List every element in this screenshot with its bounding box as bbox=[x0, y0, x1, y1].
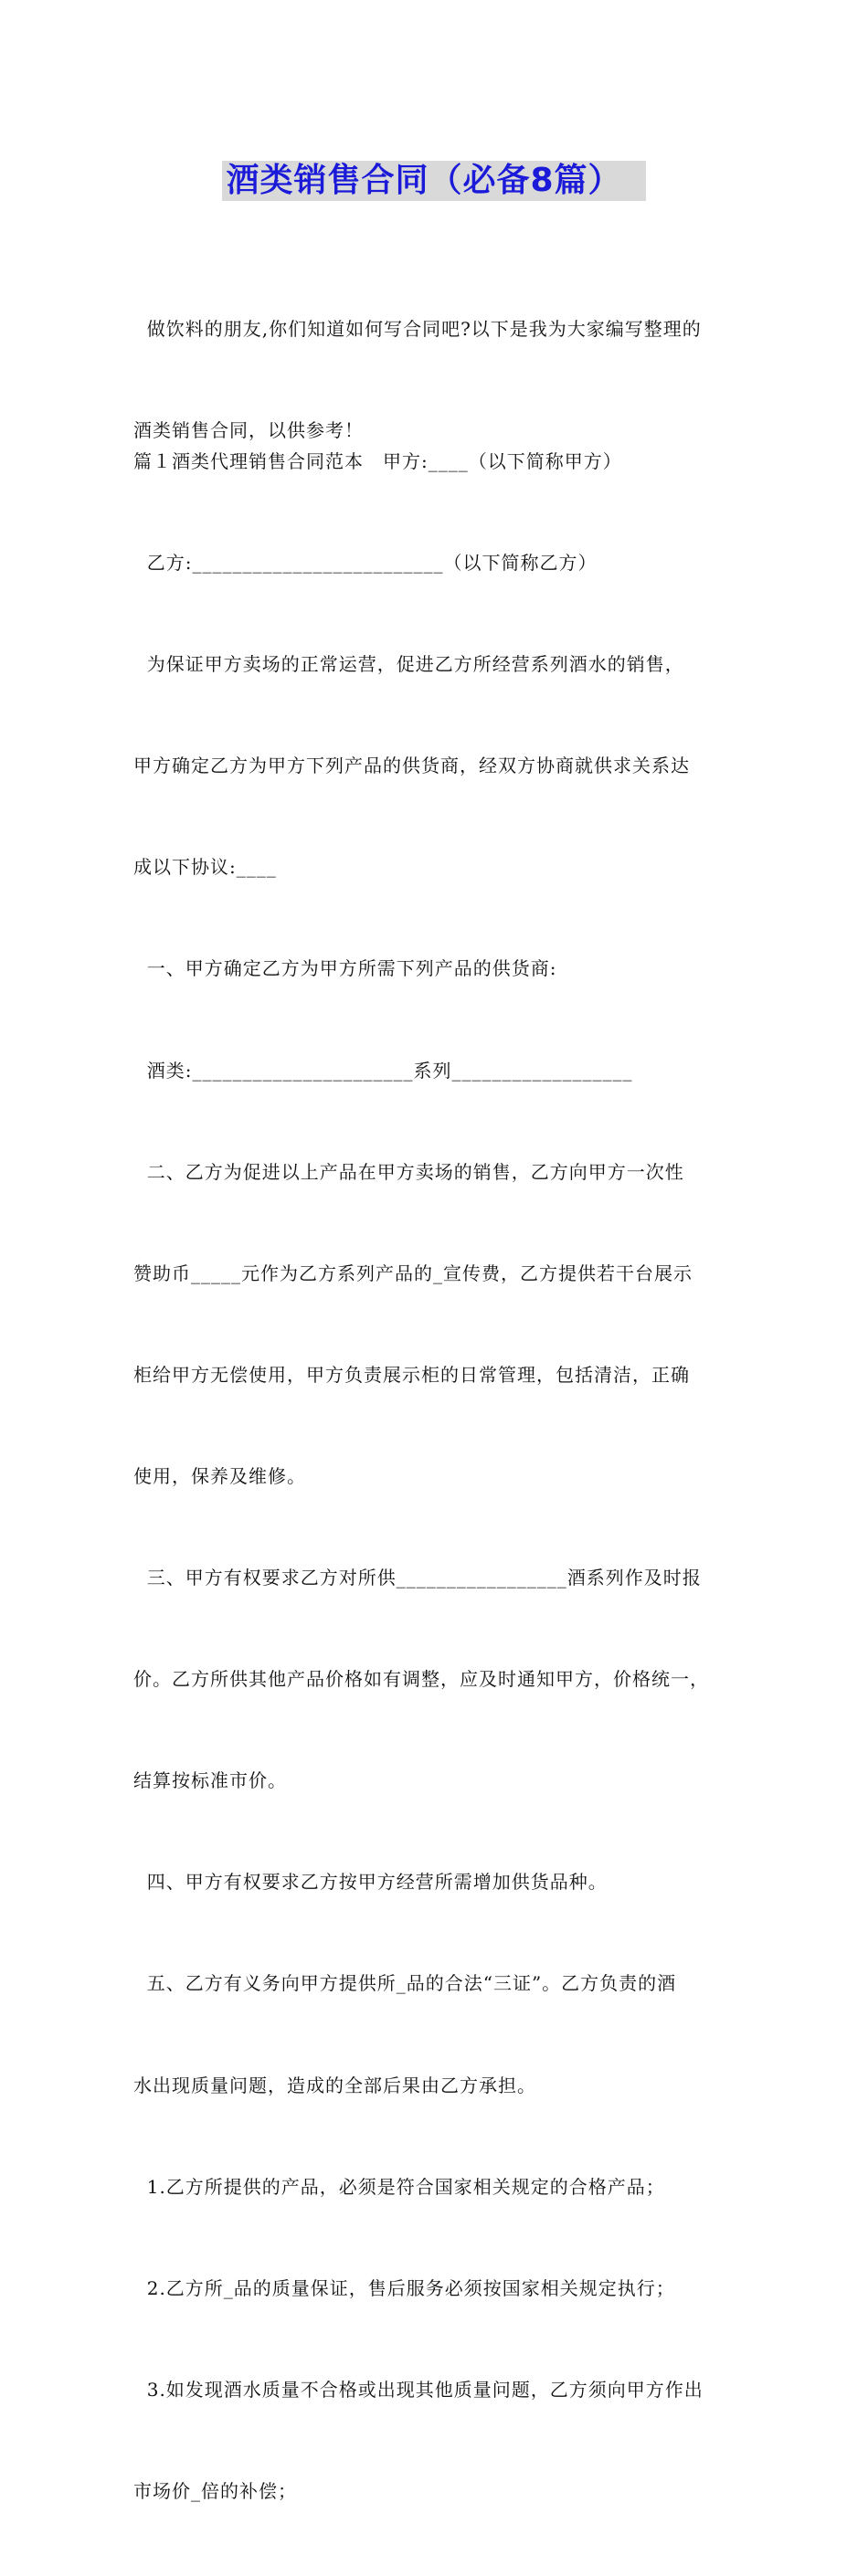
clause-4-line: 四、甲方有权要求乙方按甲方经营所需增加供货品种。 bbox=[133, 1871, 608, 1894]
clause-1-line: 一、甲方确定乙方为甲方所需下列产品的供货商: bbox=[133, 957, 557, 980]
body-line: 甲方确定乙方为甲方下列产品的供货商，经双方协商就供求关系达 bbox=[133, 755, 690, 777]
clause-3-line: 三、甲方有权要求乙方对所供_________________酒系列作及时报 bbox=[133, 1567, 702, 1589]
body-line: 为保证甲方卖场的正常运营，促进乙方所经营系列酒水的销售， bbox=[133, 653, 684, 676]
sub-item-3-line: 3.如发现酒水质量不合格或出现其他质量问题，乙方须向甲方作出 bbox=[133, 2378, 704, 2401]
party-b-line: 乙方:_________________________（以下简称乙方） bbox=[133, 552, 598, 575]
body-line: 柜给甲方无偿使用，甲方负责展示柜的日常管理，包括清洁，正确 bbox=[133, 1363, 690, 1386]
sub-item-1-line: 1.乙方所提供的产品，必须是符合国家相关规定的合格产品； bbox=[133, 2175, 665, 2198]
contract-heading-line: 篇１酒类代理销售合同范本 甲方:____（以下简称甲方） bbox=[133, 450, 622, 472]
body-line: 成以下协议:____ bbox=[133, 856, 277, 879]
body-line: 价。乙方所供其他产品价格如有调整，应及时通知甲方，价格统一， bbox=[133, 1668, 709, 1691]
body-line: 市场价_倍的补偿； bbox=[133, 2479, 297, 2502]
body-line: 使用，保养及维修。 bbox=[133, 1464, 306, 1487]
body-line: 水出现质量问题，造成的全部后果由乙方承担。 bbox=[133, 2074, 536, 2096]
document-title: 酒类销售合同（必备8篇） bbox=[222, 161, 645, 201]
intro-line: 做饮料的朋友,你们知道如何写合同吧?以下是我为大家编写整理的 bbox=[133, 318, 702, 340]
body-line: 赞助币_____元作为乙方系列产品的_宣传费，乙方提供若干台展示 bbox=[133, 1262, 693, 1284]
liquor-series-line: 酒类:______________________系列__________________ bbox=[133, 1059, 633, 1082]
title-container bbox=[0, 161, 868, 201]
intro-line: 酒类销售合同，以供参考！ bbox=[133, 419, 364, 441]
body-line: 结算按标准市价。 bbox=[133, 1769, 287, 1792]
clause-5-line: 五、乙方有义务向甲方提供所_品的合法“三证”。乙方负责的酒 bbox=[133, 1972, 677, 1995]
sub-item-2-line: 2.乙方所_品的质量保证，售后服务必须按国家相关规定执行； bbox=[133, 2276, 675, 2299]
clause-2-line: 二、乙方为促进以上产品在甲方卖场的销售，乙方向甲方一次性 bbox=[133, 1160, 684, 1183]
contract-body bbox=[133, 377, 744, 2576]
